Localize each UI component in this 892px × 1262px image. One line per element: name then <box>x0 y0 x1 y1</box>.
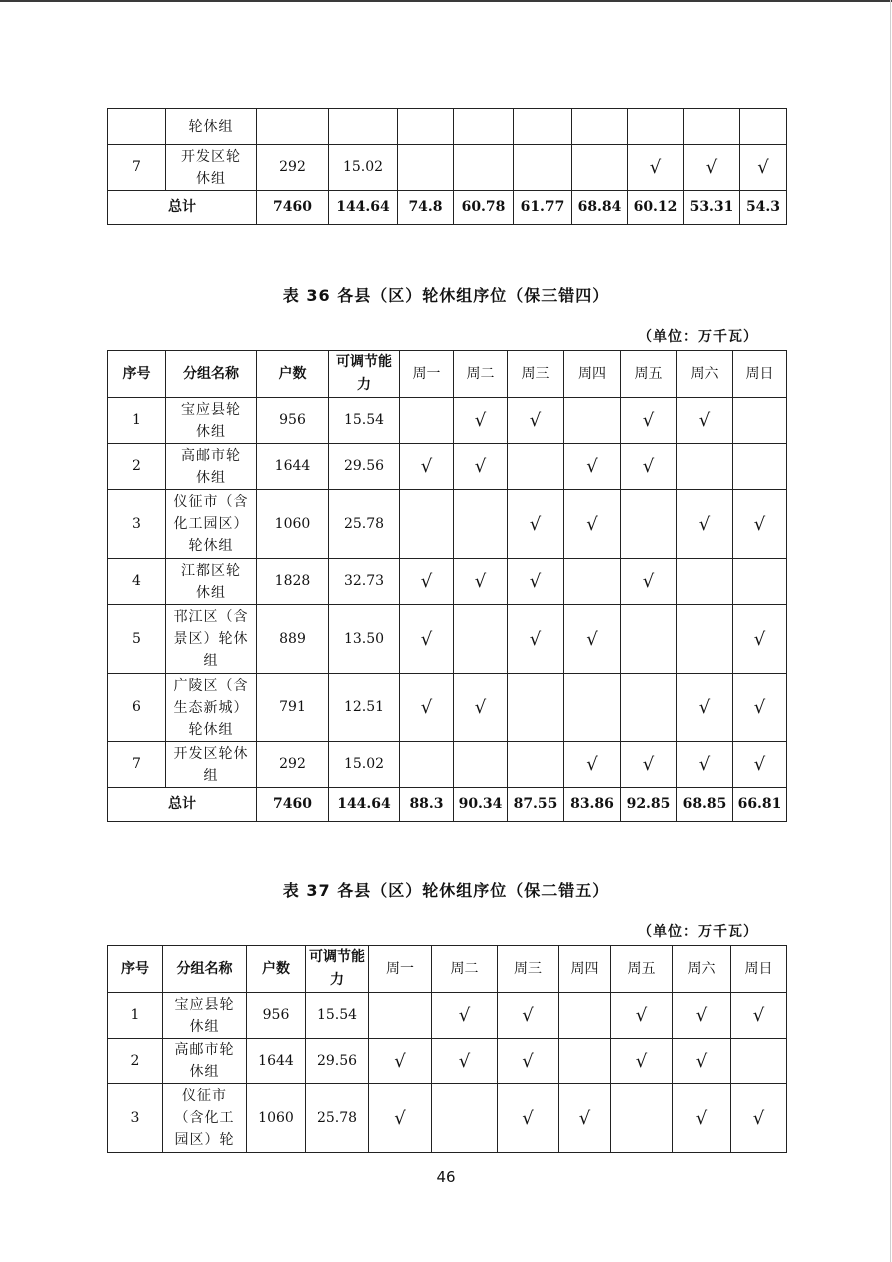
empty-day-cell <box>508 444 564 490</box>
households: 956 <box>257 398 329 444</box>
empty-day-cell <box>564 398 621 444</box>
empty-day-cell <box>400 742 454 788</box>
group-name: 高邮市轮休组 <box>166 444 257 490</box>
total-day-value: 90.34 <box>454 788 508 822</box>
empty-day-cell <box>621 605 677 674</box>
group-name: 仪征市（含化工园区）轮休组 <box>166 490 257 559</box>
empty-day-cell <box>628 109 684 145</box>
table-row <box>108 559 787 605</box>
check-mark: √ <box>628 145 684 191</box>
check-mark: √ <box>559 1084 611 1153</box>
table-row <box>108 674 787 742</box>
group-name: 广陵区（含生态新城）轮休组 <box>166 674 257 742</box>
check-mark: √ <box>508 605 564 674</box>
check-mark: √ <box>369 1039 432 1084</box>
empty-day-cell <box>621 674 677 742</box>
households: 791 <box>257 674 329 742</box>
total-day-value: 68.85 <box>677 788 733 822</box>
header-capacity: 可调节能力 <box>306 946 369 993</box>
page-number: 46 <box>436 1168 456 1186</box>
check-mark: √ <box>740 145 787 191</box>
total-households: 7460 <box>257 788 329 822</box>
group-name: 仪征市（含化工园区）轮 <box>163 1084 247 1153</box>
empty-day-cell <box>559 1039 611 1084</box>
header-day: 周三 <box>498 946 559 993</box>
capacity: 12.51 <box>329 674 400 742</box>
capacity: 13.50 <box>329 605 400 674</box>
check-mark: √ <box>498 1039 559 1084</box>
check-mark: √ <box>733 605 787 674</box>
check-mark: √ <box>731 1084 787 1153</box>
check-mark: √ <box>677 674 733 742</box>
check-mark: √ <box>400 674 454 742</box>
check-mark: √ <box>677 490 733 559</box>
check-mark: √ <box>621 559 677 605</box>
table-37-unit: （单位：万千瓦） <box>638 924 758 940</box>
header-day: 周二 <box>432 946 498 993</box>
header-day: 周五 <box>611 946 673 993</box>
capacity: 25.78 <box>329 490 400 559</box>
check-mark: √ <box>731 993 787 1039</box>
check-mark: √ <box>400 444 454 490</box>
header-no: 序号 <box>108 351 166 398</box>
table-body <box>108 946 787 1153</box>
table-body <box>108 109 787 225</box>
capacity: 15.02 <box>329 145 398 191</box>
total-row <box>108 191 787 225</box>
row-number: 7 <box>108 742 166 788</box>
table-row <box>108 1039 787 1084</box>
table-body <box>108 351 787 822</box>
table-36-unit: （单位：万千瓦） <box>638 329 758 345</box>
check-mark: √ <box>621 742 677 788</box>
empty-day-cell <box>454 145 514 191</box>
empty-day-cell <box>508 742 564 788</box>
group-name: 轮休组 <box>166 109 257 145</box>
capacity: 25.78 <box>306 1084 369 1153</box>
households: 292 <box>257 145 329 191</box>
total-day-value: 88.3 <box>400 788 454 822</box>
group-name: 宝应县轮休组 <box>166 398 257 444</box>
check-mark: √ <box>733 674 787 742</box>
households: 1644 <box>247 1039 306 1084</box>
capacity: 15.54 <box>306 993 369 1039</box>
check-mark: √ <box>611 1039 673 1084</box>
households: 292 <box>257 742 329 788</box>
header-day: 周日 <box>731 946 787 993</box>
households: 956 <box>247 993 306 1039</box>
total-day-value: 54.3 <box>740 191 787 225</box>
table-row <box>108 444 787 490</box>
check-mark: √ <box>454 444 508 490</box>
total-label: 总计 <box>108 788 257 822</box>
group-name: 江都区轮休组 <box>166 559 257 605</box>
table-row <box>108 490 787 559</box>
empty-day-cell <box>677 444 733 490</box>
row-number: 6 <box>108 674 166 742</box>
empty-day-cell <box>677 605 733 674</box>
header-capacity: 可调节能力 <box>329 351 400 398</box>
total-day-value: 68.84 <box>572 191 628 225</box>
header-day: 周三 <box>508 351 564 398</box>
header-day: 周二 <box>454 351 508 398</box>
table-35-continuation <box>107 108 787 225</box>
header-households: 户数 <box>257 351 329 398</box>
row-number: 7 <box>108 145 166 191</box>
total-day-value: 60.12 <box>628 191 684 225</box>
empty-day-cell <box>369 993 432 1039</box>
total-day-value: 61.77 <box>514 191 572 225</box>
check-mark: √ <box>432 993 498 1039</box>
check-mark: √ <box>369 1084 432 1153</box>
header-no: 序号 <box>108 946 163 993</box>
empty-day-cell <box>398 109 454 145</box>
table-row <box>108 1084 787 1153</box>
check-mark: √ <box>508 490 564 559</box>
empty-day-cell <box>572 145 628 191</box>
table-37 <box>107 945 787 1153</box>
check-mark: √ <box>611 993 673 1039</box>
households: 1060 <box>247 1084 306 1153</box>
total-day-value: 74.8 <box>398 191 454 225</box>
table-row <box>108 993 787 1039</box>
table-row <box>108 109 787 145</box>
header-day: 周一 <box>369 946 432 993</box>
header-name: 分组名称 <box>166 351 257 398</box>
group-name: 邗江区（含景区）轮休组 <box>166 605 257 674</box>
table-row <box>108 742 787 788</box>
capacity: 29.56 <box>306 1039 369 1084</box>
check-mark: √ <box>621 398 677 444</box>
capacity: 32.73 <box>329 559 400 605</box>
check-mark: √ <box>508 559 564 605</box>
header-day: 周五 <box>621 351 677 398</box>
empty-day-cell <box>564 674 621 742</box>
households: 889 <box>257 605 329 674</box>
row-number: 2 <box>108 444 166 490</box>
check-mark: √ <box>673 1084 731 1153</box>
households <box>257 109 329 145</box>
header-day: 周四 <box>559 946 611 993</box>
header-day: 周六 <box>673 946 731 993</box>
empty-day-cell <box>398 145 454 191</box>
row-number: 3 <box>108 1084 163 1153</box>
check-mark: √ <box>498 993 559 1039</box>
total-households: 7460 <box>257 191 329 225</box>
page-top-border <box>0 0 892 2</box>
empty-day-cell <box>400 490 454 559</box>
check-mark: √ <box>508 398 564 444</box>
table-row <box>108 398 787 444</box>
check-mark: √ <box>498 1084 559 1153</box>
page-right-border <box>890 0 891 1262</box>
capacity: 15.54 <box>329 398 400 444</box>
total-row <box>108 788 787 822</box>
capacity: 15.02 <box>329 742 400 788</box>
empty-day-cell <box>621 490 677 559</box>
total-capacity: 144.64 <box>329 191 398 225</box>
empty-day-cell <box>611 1084 673 1153</box>
empty-day-cell <box>514 109 572 145</box>
header-row <box>108 351 787 398</box>
row-number: 1 <box>108 993 163 1039</box>
check-mark: √ <box>677 742 733 788</box>
total-day-value: 60.78 <box>454 191 514 225</box>
check-mark: √ <box>684 145 740 191</box>
empty-day-cell <box>432 1084 498 1153</box>
row-number: 2 <box>108 1039 163 1084</box>
check-mark: √ <box>733 742 787 788</box>
empty-day-cell <box>733 444 787 490</box>
table-row <box>108 145 787 191</box>
check-mark: √ <box>454 559 508 605</box>
check-mark: √ <box>454 398 508 444</box>
group-name: 宝应县轮休组 <box>163 993 247 1039</box>
row-number: 5 <box>108 605 166 674</box>
households: 1828 <box>257 559 329 605</box>
check-mark: √ <box>454 674 508 742</box>
header-households: 户数 <box>247 946 306 993</box>
total-day-value: 66.81 <box>733 788 787 822</box>
check-mark: √ <box>564 444 621 490</box>
empty-day-cell <box>731 1039 787 1084</box>
row-number <box>108 109 166 145</box>
empty-day-cell <box>559 993 611 1039</box>
row-number: 3 <box>108 490 166 559</box>
empty-day-cell <box>740 109 787 145</box>
header-day: 周四 <box>564 351 621 398</box>
households: 1644 <box>257 444 329 490</box>
group-name: 高邮市轮休组 <box>163 1039 247 1084</box>
check-mark: √ <box>564 490 621 559</box>
total-label: 总计 <box>108 191 257 225</box>
table-36-title: 表 36 各县（区）轮休组序位（保三错四） <box>282 286 610 305</box>
total-day-value: 87.55 <box>508 788 564 822</box>
empty-day-cell <box>677 559 733 605</box>
empty-day-cell <box>508 674 564 742</box>
total-capacity: 144.64 <box>329 788 400 822</box>
check-mark: √ <box>432 1039 498 1084</box>
empty-day-cell <box>454 742 508 788</box>
row-number: 4 <box>108 559 166 605</box>
capacity <box>329 109 398 145</box>
header-day: 周六 <box>677 351 733 398</box>
group-name: 开发区轮休组 <box>166 742 257 788</box>
check-mark: √ <box>564 742 621 788</box>
table-row <box>108 605 787 674</box>
empty-day-cell <box>454 109 514 145</box>
row-number: 1 <box>108 398 166 444</box>
households: 1060 <box>257 490 329 559</box>
table-36 <box>107 350 787 822</box>
check-mark: √ <box>677 398 733 444</box>
total-day-value: 83.86 <box>564 788 621 822</box>
check-mark: √ <box>673 1039 731 1084</box>
empty-day-cell <box>400 398 454 444</box>
empty-day-cell <box>733 559 787 605</box>
empty-day-cell <box>684 109 740 145</box>
check-mark: √ <box>621 444 677 490</box>
empty-day-cell <box>514 145 572 191</box>
table-37-title: 表 37 各县（区）轮休组序位（保二错五） <box>282 881 610 900</box>
header-day: 周一 <box>400 351 454 398</box>
total-day-value: 92.85 <box>621 788 677 822</box>
empty-day-cell <box>733 398 787 444</box>
total-day-value: 53.31 <box>684 191 740 225</box>
empty-day-cell <box>454 605 508 674</box>
header-name: 分组名称 <box>163 946 247 993</box>
capacity: 29.56 <box>329 444 400 490</box>
empty-day-cell <box>454 490 508 559</box>
group-name: 开发区轮休组 <box>166 145 257 191</box>
empty-day-cell <box>564 559 621 605</box>
check-mark: √ <box>564 605 621 674</box>
header-row <box>108 946 787 993</box>
empty-day-cell <box>572 109 628 145</box>
check-mark: √ <box>733 490 787 559</box>
check-mark: √ <box>400 559 454 605</box>
check-mark: √ <box>673 993 731 1039</box>
check-mark: √ <box>400 605 454 674</box>
header-day: 周日 <box>733 351 787 398</box>
